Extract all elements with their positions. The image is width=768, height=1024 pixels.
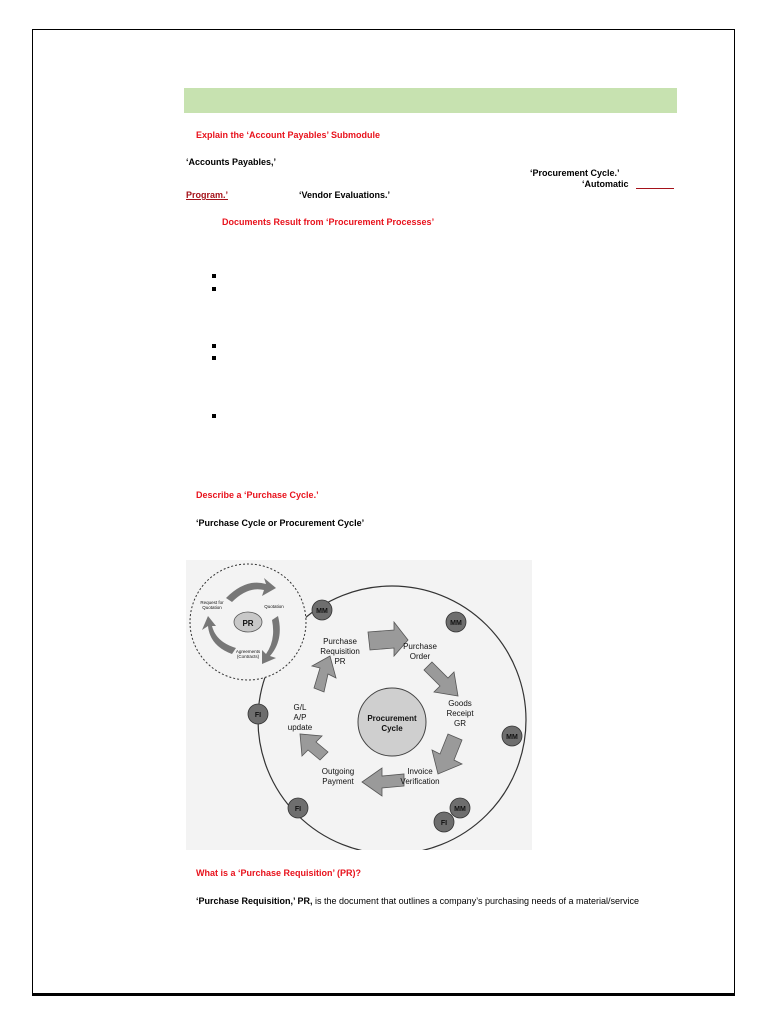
account-payables-heading: Explain the ‘Account Payables’ Submodule: [196, 130, 381, 140]
gl-label-2: A/P: [293, 713, 307, 722]
program-term: Program.’: [186, 190, 229, 200]
op-label-1: Outgoing: [321, 767, 355, 776]
agreements-label-1: Agreements: [235, 649, 261, 654]
mm-badge-label: MM: [316, 608, 328, 615]
blank-underline: [636, 188, 674, 189]
purchase-requisition-heading: What is a ‘Purchase Requisition’ (PR)?: [196, 868, 362, 878]
bullet-marker: [212, 344, 216, 348]
bullet-marker: [212, 414, 216, 418]
procurement-cycle-svg: [186, 560, 532, 850]
agreements-label-2: (Contracts): [236, 654, 260, 659]
arrow-gl-to-pr-icon: [312, 656, 336, 692]
arrow-iv-to-op-icon: [362, 768, 404, 796]
purchase-requisition-term: ‘Purchase Requisition,’ PR,: [196, 896, 313, 906]
gr-label-3: GR: [454, 719, 466, 728]
arrow-po-to-gr-icon: [424, 662, 458, 696]
arrow-op-to-gl-icon: [300, 734, 328, 760]
arrow-pr-to-po-icon: [368, 622, 408, 656]
rfq-label-2: Quotation: [202, 605, 222, 610]
fi-badge-label: FI: [254, 712, 262, 719]
mm-badge-label: MM: [450, 620, 462, 627]
gr-label-1: Goods: [448, 699, 472, 708]
documents-subheading: Documents Result from ‘Procurement Processes’: [222, 217, 435, 227]
vendor-evaluations-term: ‘Vendor Evaluations.’: [299, 190, 391, 200]
purchase-requisition-text: is the document that outlines a company’s purchasing needs of a material/service: [312, 896, 640, 906]
mm-badge-label: MM: [454, 806, 466, 813]
purchase-requisition-paragraph: [196, 896, 639, 907]
small-pr-label: PR: [242, 619, 254, 628]
pr-label-1: Purchase: [323, 637, 357, 646]
bullet-marker: [212, 356, 216, 360]
rfq-label-1: Request for: [200, 600, 224, 605]
iv-label-2: Verification: [400, 777, 440, 786]
gl-label-3: update: [287, 723, 313, 732]
accounts-payables-term: ‘Accounts Payables,’: [186, 157, 277, 167]
mm-badge-label: MM: [506, 734, 518, 741]
pr-label-2: Requisition: [320, 647, 360, 656]
po-label-1: Purchase: [403, 642, 437, 651]
po-label-2: Order: [409, 652, 431, 661]
iv-label-1: Invoice: [407, 767, 433, 776]
bullet-marker: [212, 274, 216, 278]
procurement-cycle-term: ‘Procurement Cycle.’: [530, 168, 620, 178]
purchase-cycle-heading: Describe a ‘Purchase Cycle.’: [196, 490, 319, 500]
bullet-marker: [212, 287, 216, 291]
quotation-label: Quotation: [264, 604, 284, 609]
center-label-2: Cycle: [381, 724, 403, 733]
gr-label-2: Receipt: [446, 709, 474, 718]
arrow-gr-to-iv-icon: [432, 734, 462, 774]
procurement-cycle-diagram: [186, 560, 532, 850]
header-band: [184, 88, 677, 113]
center-label-1: Procurement: [367, 714, 417, 723]
fi-badge-label: FI: [440, 820, 448, 827]
fi-badge-label: FI: [294, 806, 302, 813]
automatic-term: ‘Automatic: [582, 179, 629, 189]
purchase-cycle-term: ‘Purchase Cycle or Procurement Cycle’: [196, 518, 365, 528]
op-label-2: Payment: [322, 777, 354, 786]
pr-label-3: PR: [334, 657, 346, 666]
gl-label-1: G/L: [293, 703, 307, 712]
